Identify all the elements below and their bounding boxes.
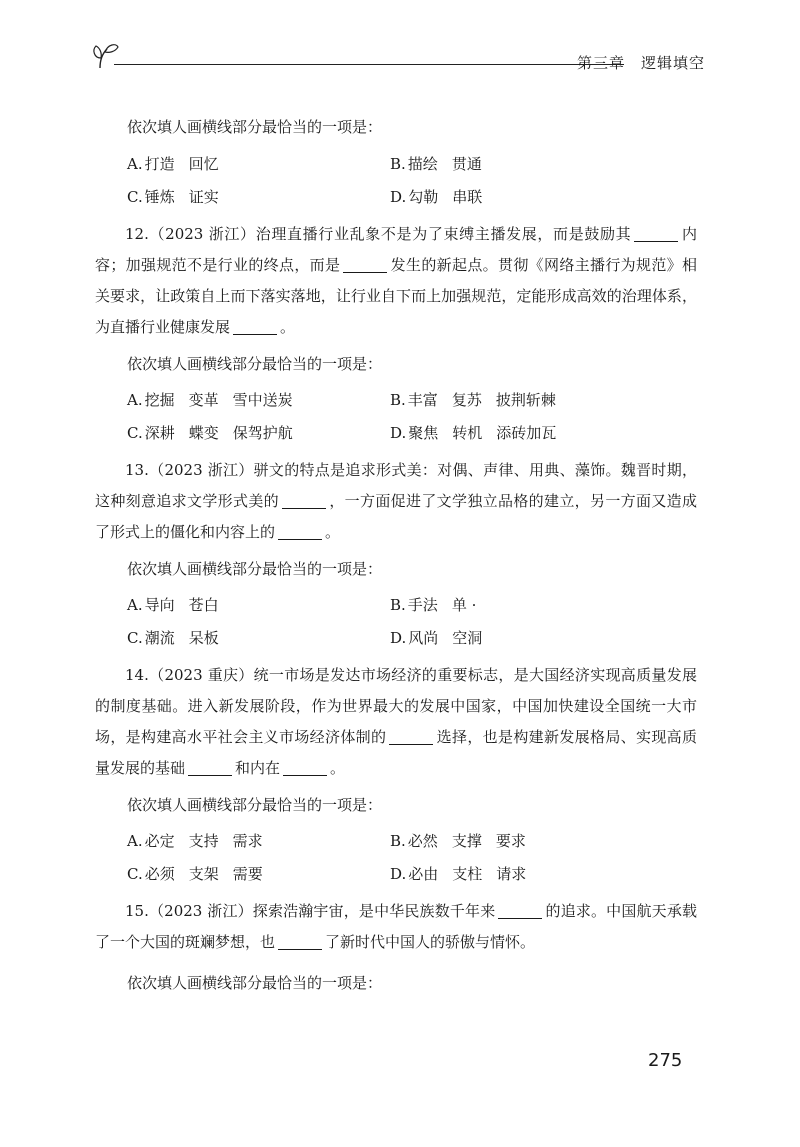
chapter-title: 第三章 逻辑填空 <box>576 54 705 72</box>
option-b: B. 描绘 贯通 <box>390 155 482 173</box>
question-11-prompt: 依次填人画横线部分最恰当的一项是： <box>127 118 383 136</box>
fill-blank <box>188 760 232 776</box>
fill-blank <box>283 760 327 776</box>
fill-blank <box>343 257 387 273</box>
fill-blank <box>282 493 326 509</box>
question-12-stem: 12.（2023 浙江）治理直播行业乱象不是为了束缚主播发展，而是鼓励其 内容；加强规范不是行业的终点，而是 发生的新起点。贯彻《网络主播行为规范》相关要求，让政策自上而下落实落地，让行业自下而上加强规范，定能形成高效的治理体系，为直播行业健康发展 。 <box>95 225 697 336</box>
question-11-options <box>127 149 697 213</box>
option-c: C. 潮流 呆板 <box>127 629 219 647</box>
question-13-prompt: 依次填人画横线部分最恰当的一项是： <box>127 560 383 578</box>
page-header <box>90 40 705 76</box>
option-b: B. 丰富 复苏 披荆斩棘 <box>390 391 556 409</box>
option-b: B. 手法 单 · <box>390 596 477 614</box>
fill-blank <box>278 524 322 540</box>
option-c: C. 必须 支架 需要 <box>127 865 263 883</box>
question-15-stem: 15.（2023 浙江）探索浩瀚宇宙，是中华民族数千年来 的追求。中国航天承载了一个大国的斑斓梦想，也 了新时代中国人的骄傲与情怀。 <box>95 902 697 951</box>
option-b: B. 必然 支撑 要求 <box>390 832 526 850</box>
option-d: D. 风尚 空洞 <box>390 629 483 647</box>
header-rule <box>114 64 624 65</box>
question-14-stem: 14.（2023 重庆）统一市场是发达市场经济的重要标志，是大国经济实现高质量发展的制度基础。进入新发展阶段，作为世界最大的发展中国家，中国加快建设全国统一大市场，是构建高水平社会主义市场经济体制的 选择，也是构建新发展格局、实现高质量发展的基础 和内在 。 <box>95 666 697 777</box>
option-a: A. 必定 支持 需求 <box>127 832 263 850</box>
fill-blank <box>389 729 433 745</box>
option-c: C. 锤炼 证实 <box>127 188 219 206</box>
page-number: 275 <box>648 1050 683 1071</box>
question-13-stem: 13.（2023 浙江）骈文的特点是追求形式美：对偶、声律、用典、藻饰。魏晋时期，这种刻意追求文学形式美的 ，一方面促进了文学独立品格的建立，另一方面又造成了形式上的僵化和内容上的 。 <box>95 461 697 541</box>
question-15-prompt: 依次填人画横线部分最恰当的一项是： <box>127 974 383 992</box>
question-12-options <box>127 385 697 449</box>
fill-blank <box>278 934 322 950</box>
page-body <box>95 112 697 1004</box>
option-a: A. 导向 苍白 <box>127 596 219 614</box>
option-d: D. 必由 支柱 请求 <box>390 865 527 883</box>
sprout-ornament-icon <box>90 40 124 70</box>
option-d: D. 聚焦 转机 添砖加瓦 <box>390 424 557 442</box>
question-13-options <box>127 590 697 654</box>
option-a: A. 打造 回忆 <box>127 155 219 173</box>
option-c: C. 深耕 蝶变 保驾护航 <box>127 424 293 442</box>
question-12-prompt: 依次填人画横线部分最恰当的一项是： <box>127 355 383 373</box>
question-14-options <box>127 826 697 890</box>
option-d: D. 勾勒 串联 <box>390 188 483 206</box>
fill-blank <box>634 226 678 242</box>
option-a: A. 挖掘 变革 雪中送炭 <box>127 391 293 409</box>
question-14-prompt: 依次填人画横线部分最恰当的一项是： <box>127 796 383 814</box>
fill-blank <box>233 319 277 335</box>
fill-blank <box>498 903 542 919</box>
